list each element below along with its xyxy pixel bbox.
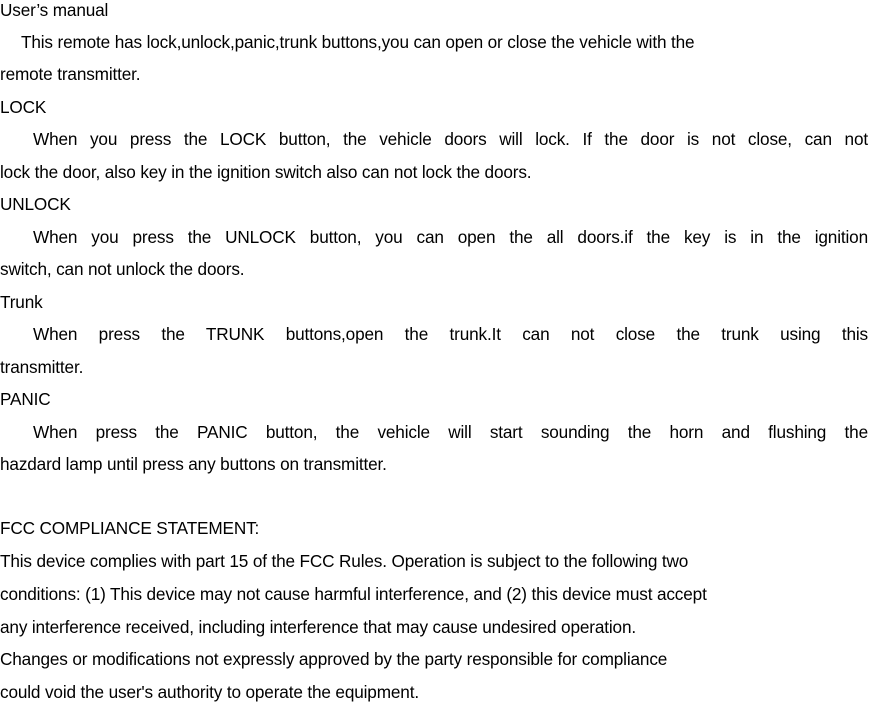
intro-line-1: This remote has lock,unlock,panic,trunk buttons,you can open or close the vehicle with the	[21, 32, 695, 52]
fcc-line-3: any interference received, including interference that may cause undesired operation.	[0, 617, 636, 637]
lock-heading: LOCK	[0, 97, 47, 117]
fcc-line-2: conditions: (1) This device may not cause harmful interference, and (2) this device must accept	[0, 584, 707, 604]
unlock-paragraph-line-2: switch, can not unlock the doors.	[0, 259, 245, 279]
panic-paragraph-line-2: hazdard lamp until press any buttons on transmitter.	[0, 454, 387, 474]
intro-line-2: remote transmitter.	[0, 64, 141, 84]
lock-paragraph-line-1: When you press the LOCK button, the vehicle doors will lock. If the door is not close, can not	[33, 129, 868, 149]
fcc-line-4: Changes or modifications not expressly approved by the party responsible for compliance	[0, 649, 668, 669]
trunk-paragraph-line-2: transmitter.	[0, 357, 84, 377]
panic-paragraph-line-1: When press the PANIC button, the vehicle will start sounding the horn and flushing the	[33, 422, 868, 442]
manual-title: User’s manual	[0, 0, 109, 20]
fcc-heading: FCC COMPLIANCE STATEMENT:	[0, 518, 260, 538]
lock-paragraph-line-2: lock the door, also key in the ignition switch also can not lock the doors.	[0, 162, 532, 182]
trunk-heading: Trunk	[0, 292, 43, 312]
unlock-paragraph-line-1: When you press the UNLOCK button, you can open the all doors.if the key is in the ignition	[33, 227, 868, 247]
unlock-heading: UNLOCK	[0, 194, 71, 214]
fcc-line-5: could void the user's authority to operate the equipment.	[0, 682, 419, 702]
panic-heading: PANIC	[0, 389, 51, 409]
trunk-paragraph-line-1: When press the TRUNK buttons,open the trunk.It can not close the trunk using this	[33, 324, 868, 344]
fcc-line-1: This device complies with part 15 of the FCC Rules. Operation is subject to the following two	[0, 551, 689, 571]
